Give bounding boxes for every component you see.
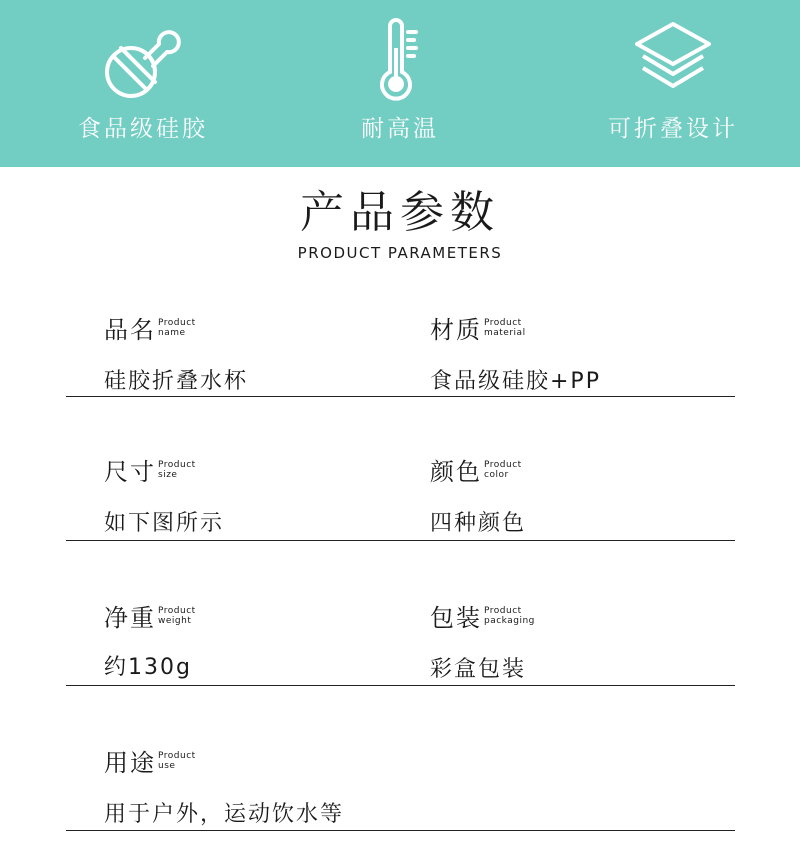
param-label: 净重 [104,604,156,632]
param-value-text: 食品级硅胶+PP [430,369,601,394]
layers-icon [631,18,715,102]
param-row [66,310,735,398]
param-label-en [484,318,526,338]
param-value-text: 用于户外，运动饮水等 [104,802,345,827]
feature-label: 可折叠设计 [608,116,738,142]
param-label-en-2: weight [158,615,192,626]
param-label-en [158,606,196,626]
divider [66,830,735,831]
param-row [66,598,735,688]
feature-food-grade [10,0,276,167]
param-label-en-2: use [158,760,176,771]
feature-foldable [540,0,800,167]
param-value-text: 如下图所示 [104,511,225,536]
param-label-en-1: Product [484,605,522,616]
param-label-en-1: Product [484,317,522,328]
feature-label: 耐高温 [361,116,439,142]
page-title: 产品参数 [300,187,500,238]
param-label-en-1: Product [484,459,522,470]
param-label-en [158,460,196,480]
param-row [66,743,735,833]
page-subtitle: PRODUCT PARAMETERS [297,244,503,262]
param-label: 包装 [430,604,482,632]
param-name [430,452,522,487]
param-label-en [158,318,196,338]
param-name [430,598,535,633]
param-name [430,310,526,345]
divider [66,540,735,541]
param-label-en-2: size [158,469,178,480]
param-label-en-2: name [158,327,186,338]
param-label-en-1: Product [158,605,196,616]
param-label-en-1: Product [158,459,196,470]
param-label: 材质 [430,316,482,344]
param-value-text: 约130g [104,655,192,680]
divider [66,396,735,397]
feature-heat-resistant [267,0,533,167]
param-value-text: 彩盒包装 [430,657,527,682]
param-label-en [158,751,196,771]
param-label-en [484,606,535,626]
param-label-en-1: Product [158,317,196,328]
thermometer-icon [358,18,442,102]
param-label-en-2: color [484,469,509,480]
param-name [104,310,196,345]
param-label: 品名 [104,316,156,344]
param-label-en [484,460,522,480]
param-value-text: 四种颜色 [430,511,527,536]
param-label: 用途 [104,749,156,777]
pacifier-icon [101,18,185,102]
feature-label: 食品级硅胶 [78,116,208,142]
param-name [104,743,196,778]
param-value-text: 硅胶折叠水杯 [104,369,249,394]
param-name [104,598,196,633]
param-label-en-2: material [484,327,526,338]
param-label-en-2: packaging [484,615,535,626]
param-label: 颜色 [430,458,482,486]
param-row [66,452,735,542]
param-name [104,452,196,487]
divider [66,685,735,686]
feature-banner [0,0,800,167]
param-label: 尺寸 [104,458,156,486]
param-label-en-1: Product [158,750,196,761]
